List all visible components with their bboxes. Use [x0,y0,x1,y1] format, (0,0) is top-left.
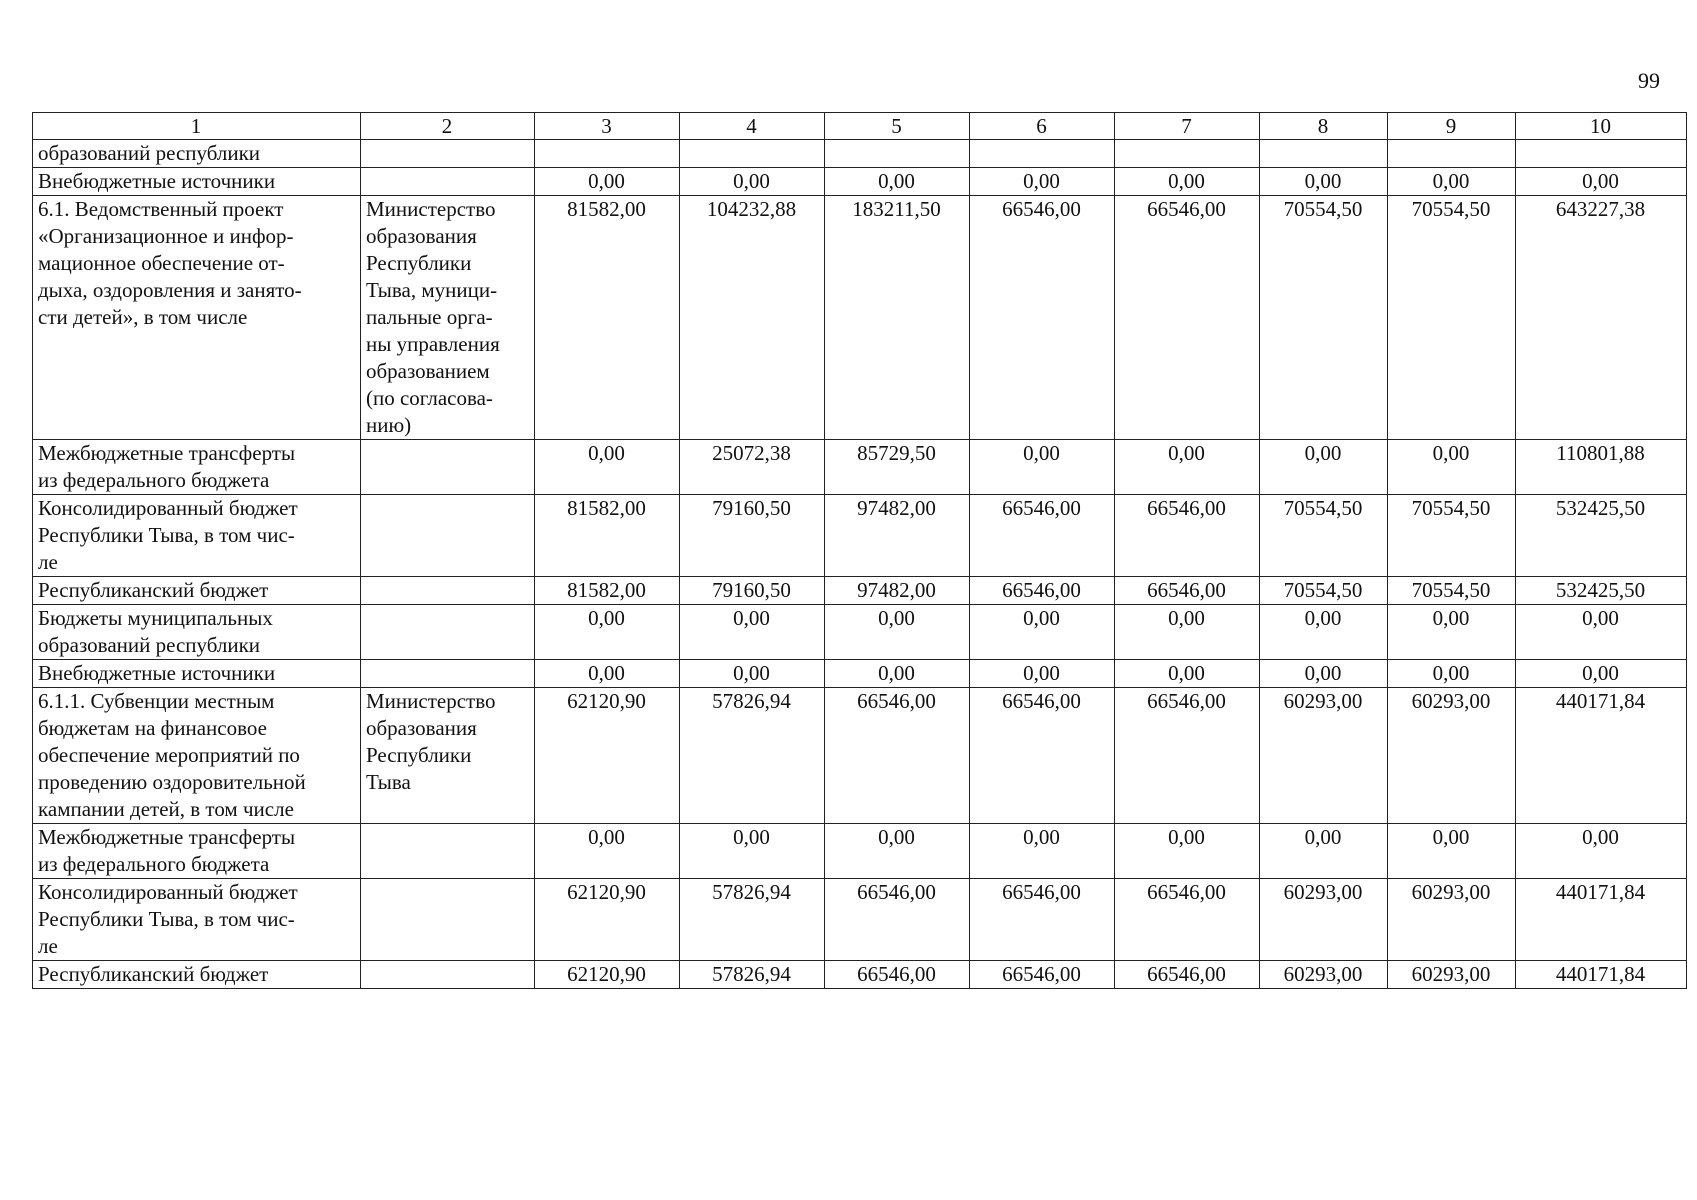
table-row [33,879,1687,961]
value-cell: 0,00 [680,660,825,688]
value-cell [1115,140,1260,168]
value-cell: 57826,94 [680,688,825,824]
row-label [33,495,361,577]
value-cell: 532425,50 [1516,577,1687,605]
value-cell: 66546,00 [825,961,970,989]
value-cell: 70554,50 [1388,196,1516,440]
row-label [33,688,361,824]
table-row [33,961,1687,989]
row-label-line: Республики Тыва, в том чис- [38,907,295,931]
row-label-line: Консолидированный бюджет [38,496,298,520]
row-label-line: 6.1.1. Субвенции местным [38,689,275,713]
value-cell: 81582,00 [535,577,680,605]
value-cell: 0,00 [535,605,680,660]
value-cell: 0,00 [825,605,970,660]
row-executor-line: образования [366,716,477,740]
value-cell: 0,00 [970,440,1115,495]
column-header: 1 [33,113,361,140]
value-cell: 70554,50 [1260,577,1388,605]
value-cell: 440171,84 [1516,688,1687,824]
value-cell [970,140,1115,168]
row-executor [361,196,535,440]
value-cell: 0,00 [1516,824,1687,879]
value-cell: 70554,50 [1388,495,1516,577]
row-label-line: кампании детей, в том числе [38,797,294,821]
value-cell: 81582,00 [535,196,680,440]
row-executor-line: ны управления [366,332,500,356]
value-cell: 0,00 [1260,168,1388,196]
row-executor [361,961,535,989]
row-executor [361,440,535,495]
value-cell [825,140,970,168]
value-cell: 60293,00 [1388,961,1516,989]
row-executor-line: (по согласова- [366,386,493,410]
value-cell: 66546,00 [970,688,1115,824]
value-cell: 0,00 [1115,824,1260,879]
value-cell [1516,140,1687,168]
value-cell [680,140,825,168]
value-cell: 440171,84 [1516,961,1687,989]
value-cell: 66546,00 [1115,688,1260,824]
value-cell: 0,00 [1260,605,1388,660]
row-label [33,140,361,168]
row-label-line: мационное обеспечение от- [38,251,285,275]
row-executor-line: нию) [366,413,412,437]
value-cell: 0,00 [535,660,680,688]
column-header: 7 [1115,113,1260,140]
row-label [33,440,361,495]
page-number: 99 [1638,68,1660,93]
value-cell: 62120,90 [535,688,680,824]
value-cell: 0,00 [1260,660,1388,688]
column-header: 6 [970,113,1115,140]
value-cell: 0,00 [1115,168,1260,196]
row-executor-line: Тыва [366,770,411,794]
value-cell: 66546,00 [970,577,1115,605]
row-label-line: Межбюджетные трансферты [38,825,296,849]
row-executor-line: пальные орга- [366,305,493,329]
value-cell: 0,00 [1516,168,1687,196]
row-label-line: Республики Тыва, в том чис- [38,523,295,547]
value-cell: 66546,00 [970,879,1115,961]
value-cell: 25072,38 [680,440,825,495]
value-cell: 0,00 [1516,605,1687,660]
row-label-line: Внебюджетные источники [38,661,276,685]
row-label-line: ле [38,550,58,574]
value-cell: 66546,00 [825,688,970,824]
table-row [33,605,1687,660]
row-label [33,577,361,605]
value-cell: 62120,90 [535,961,680,989]
row-executor [361,577,535,605]
row-executor [361,660,535,688]
row-label-line: ле [38,934,58,958]
column-header: 9 [1388,113,1516,140]
column-header: 4 [680,113,825,140]
value-cell: 81582,00 [535,495,680,577]
table-row [33,577,1687,605]
row-label-line: сти детей», в том числе [38,305,248,329]
column-header: 5 [825,113,970,140]
value-cell: 70554,50 [1388,577,1516,605]
row-executor-line: Министерство [366,197,496,221]
value-cell: 79160,50 [680,495,825,577]
row-label-line: бюджетам на финансовое [38,716,267,740]
row-executor-line: Министерство [366,689,496,713]
value-cell: 57826,94 [680,879,825,961]
value-cell: 0,00 [680,168,825,196]
row-executor-line: Республики [366,251,472,275]
row-label [33,961,361,989]
value-cell: 0,00 [825,824,970,879]
row-label-line: образований республики [38,141,261,165]
value-cell: 85729,50 [825,440,970,495]
value-cell: 60293,00 [1260,961,1388,989]
row-label [33,879,361,961]
value-cell: 0,00 [970,824,1115,879]
row-executor [361,168,535,196]
row-label-line: 6.1. Ведомственный проект [38,197,284,221]
value-cell: 0,00 [535,824,680,879]
value-cell: 0,00 [825,168,970,196]
row-executor [361,688,535,824]
column-header: 3 [535,113,680,140]
row-label-line: Консолидированный бюджет [38,880,298,904]
table-row [33,140,1687,168]
value-cell: 0,00 [1388,660,1516,688]
value-cell: 97482,00 [825,577,970,605]
row-label [33,605,361,660]
row-label-line: из федерального бюджета [38,468,270,492]
value-cell: 0,00 [1388,168,1516,196]
header-row [33,113,1687,140]
table-row [33,660,1687,688]
value-cell: 66546,00 [970,961,1115,989]
row-label [33,824,361,879]
value-cell: 440171,84 [1516,879,1687,961]
value-cell: 0,00 [1388,824,1516,879]
row-label-line: из федерального бюджета [38,852,270,876]
row-executor-line: Республики [366,743,472,767]
budget-table [32,112,1687,989]
column-header: 8 [1260,113,1388,140]
value-cell: 0,00 [535,440,680,495]
value-cell: 0,00 [825,660,970,688]
row-label-line: проведению оздоровительной [38,770,306,794]
row-label-line: Республиканский бюджет [38,962,269,986]
row-label-line: Внебюджетные источники [38,169,276,193]
value-cell [1260,140,1388,168]
row-executor [361,879,535,961]
row-executor [361,140,535,168]
column-header: 10 [1516,113,1687,140]
value-cell: 66546,00 [1115,196,1260,440]
value-cell: 0,00 [970,168,1115,196]
value-cell: 66546,00 [1115,577,1260,605]
row-executor [361,605,535,660]
value-cell: 0,00 [1115,605,1260,660]
value-cell: 110801,88 [1516,440,1687,495]
value-cell: 0,00 [1115,660,1260,688]
row-label-line: образований республики [38,633,261,657]
value-cell: 0,00 [680,605,825,660]
value-cell: 66546,00 [970,495,1115,577]
value-cell: 60293,00 [1260,688,1388,824]
value-cell: 0,00 [1388,605,1516,660]
value-cell: 66546,00 [970,196,1115,440]
row-label [33,168,361,196]
row-label-line: «Организационное и инфор- [38,224,294,248]
value-cell: 60293,00 [1388,879,1516,961]
value-cell: 532425,50 [1516,495,1687,577]
value-cell: 0,00 [680,824,825,879]
value-cell: 0,00 [535,168,680,196]
value-cell: 60293,00 [1388,688,1516,824]
row-label-line: Республиканский бюджет [38,578,269,602]
value-cell: 0,00 [1260,824,1388,879]
table-body [33,140,1687,989]
value-cell: 643227,38 [1516,196,1687,440]
row-executor [361,824,535,879]
row-executor [361,495,535,577]
value-cell: 0,00 [1115,440,1260,495]
value-cell: 57826,94 [680,961,825,989]
row-executor-line: Тыва, муници- [366,278,498,302]
value-cell: 70554,50 [1260,495,1388,577]
row-label-line: Межбюджетные трансферты [38,441,296,465]
value-cell: 70554,50 [1260,196,1388,440]
row-label-line: обеспечение мероприятий по [38,743,300,767]
value-cell: 0,00 [1388,440,1516,495]
row-executor-line: образования [366,224,477,248]
row-executor-line: образованием [366,359,490,383]
table-row [33,440,1687,495]
column-header: 2 [361,113,535,140]
table-row [33,168,1687,196]
table-row [33,688,1687,824]
row-label [33,660,361,688]
value-cell: 0,00 [970,660,1115,688]
table-row [33,824,1687,879]
value-cell [1388,140,1516,168]
row-label-line: Бюджеты муниципальных [38,606,273,630]
value-cell: 97482,00 [825,495,970,577]
row-label [33,196,361,440]
value-cell: 79160,50 [680,577,825,605]
value-cell: 66546,00 [825,879,970,961]
value-cell: 0,00 [1260,440,1388,495]
value-cell: 66546,00 [1115,961,1260,989]
value-cell [535,140,680,168]
value-cell: 104232,88 [680,196,825,440]
row-label-line: дыха, оздоровления и занято- [38,278,302,302]
value-cell: 66546,00 [1115,879,1260,961]
value-cell: 0,00 [1516,660,1687,688]
value-cell: 62120,90 [535,879,680,961]
value-cell: 183211,50 [825,196,970,440]
value-cell: 0,00 [970,605,1115,660]
table-row [33,196,1687,440]
value-cell: 66546,00 [1115,495,1260,577]
value-cell: 60293,00 [1260,879,1388,961]
table-row [33,495,1687,577]
